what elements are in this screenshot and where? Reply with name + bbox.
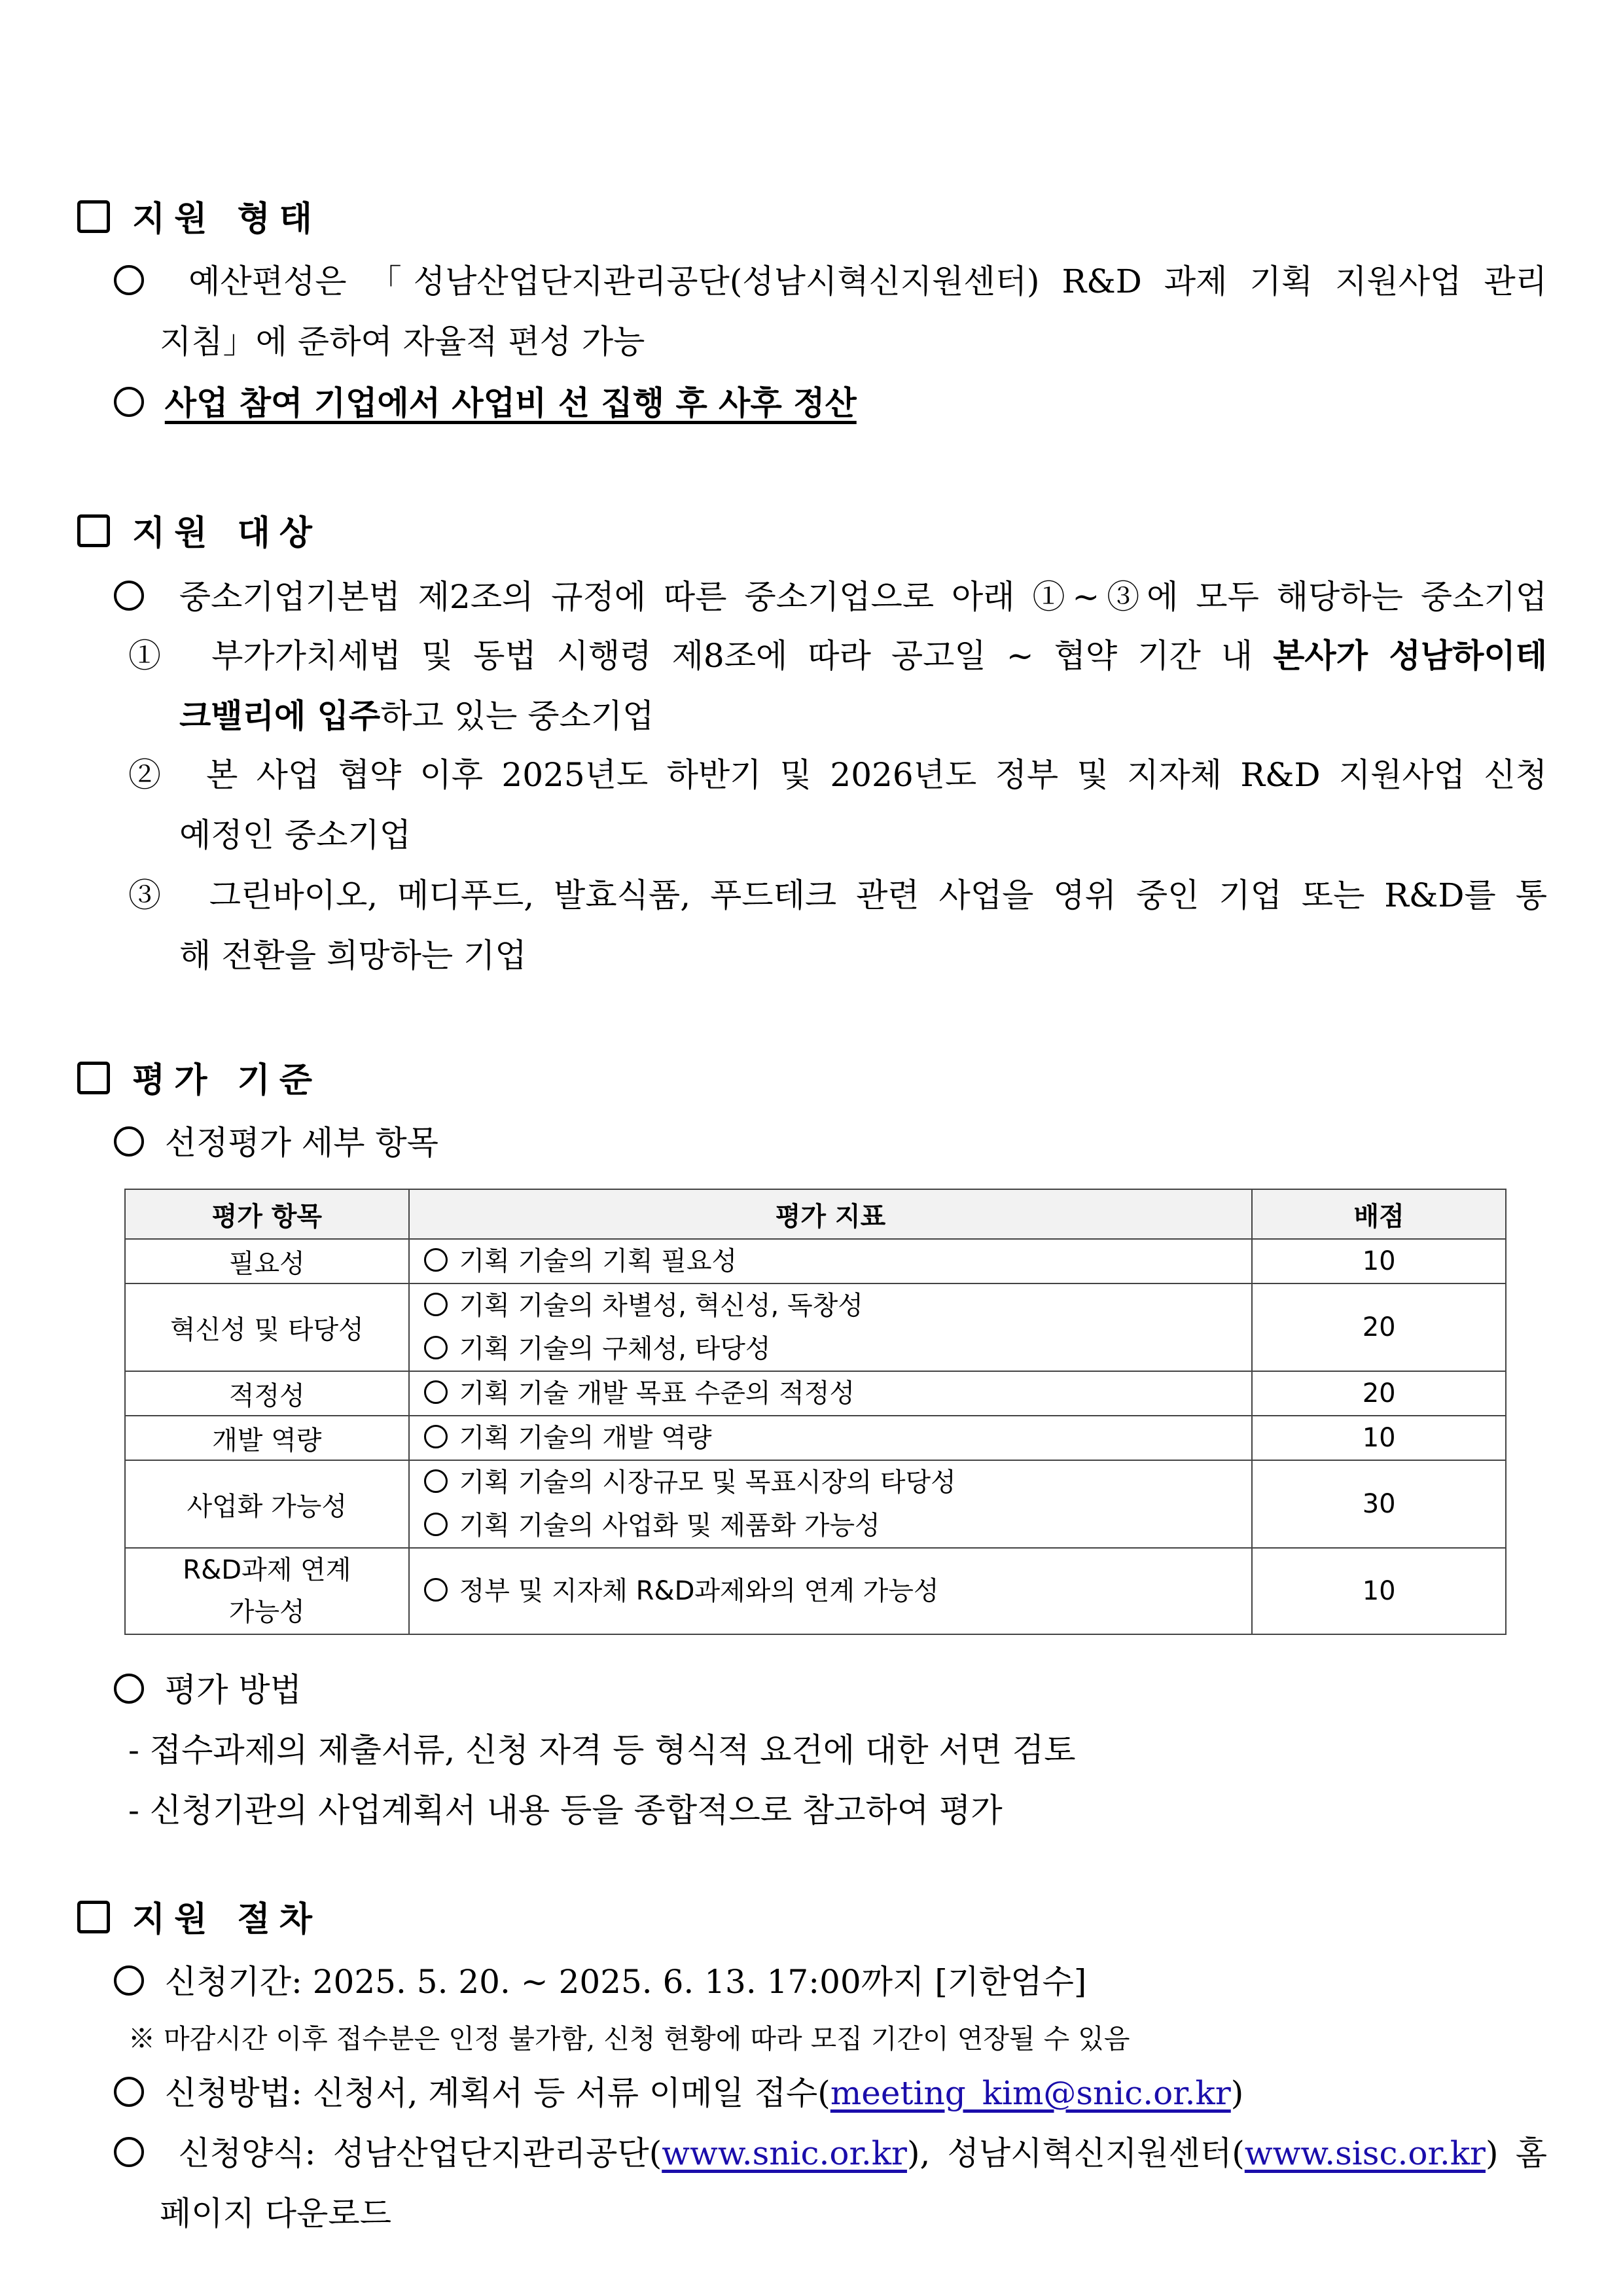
- criterion-text: 하고 있는 중소기업: [380, 697, 654, 735]
- checkbox-square-icon: [77, 1062, 110, 1094]
- score-cell: 10: [1252, 1548, 1506, 1634]
- bullet-text: 평가 방법: [164, 1671, 302, 1709]
- circle-bullet-icon: [114, 2137, 144, 2167]
- column-header: 평가 항목: [125, 1189, 409, 1239]
- bullet-text: ): [1230, 2074, 1244, 2112]
- checkbox-square-icon: [77, 514, 110, 547]
- bullet-text: 신청기간: 2025. 5. 20. ~ 2025. 6. 13. 17:00까지 [기한엄수]: [164, 1963, 1087, 2001]
- bullet-settlement: [114, 377, 857, 424]
- section-title: 지원 대상: [132, 513, 322, 553]
- criterion-2-cont: 예정인 중소기업: [179, 816, 411, 854]
- bullet-budget: [114, 255, 1547, 302]
- criterion-number: ②: [128, 756, 169, 794]
- criterion-text: 그린바이오, 메디푸드, 발효식품, 푸드테크 관련 사업을 영위 중인 기업 또는 R&D를 통: [209, 876, 1547, 914]
- circle-bullet-icon: [114, 265, 144, 295]
- bullet-eval-items: [114, 1117, 438, 1164]
- indicator-cell: [409, 1416, 1253, 1460]
- item-cell: 개발 역량: [125, 1416, 409, 1460]
- checkbox-square-icon: [77, 1901, 110, 1933]
- section-heading-support-type: [77, 191, 1556, 240]
- indicator-cell: [409, 1371, 1253, 1416]
- item-cell: 적정성: [125, 1371, 409, 1416]
- score-cell: 30: [1252, 1460, 1506, 1548]
- circle-bullet-icon: [114, 2077, 144, 2107]
- bullet-apply-form: [114, 2127, 1547, 2174]
- table-header-row: [125, 1189, 1506, 1239]
- snic-website-link[interactable]: www.snic.or.kr: [662, 2134, 907, 2172]
- sisc-website-link[interactable]: www.sisc.or.kr: [1244, 2134, 1486, 2172]
- table-row: [125, 1283, 1506, 1371]
- section-heading-procedure: [77, 1892, 1556, 1941]
- criterion-number: ①: [128, 637, 171, 675]
- bullet-text: 예산편성은 「성남산업단지관리공단(성남시혁신지원센터) R&D 과제 기획 지원사업 관리: [188, 262, 1547, 300]
- section-title: 평가 기준: [132, 1060, 322, 1100]
- evaluation-table: [124, 1189, 1507, 1635]
- bullet-text: 중소기업기본법 제2조의 규정에 따른 중소기업으로 아래 ①~③에 모두 해당하는 중소기업: [179, 578, 1547, 616]
- circle-bullet-icon: [424, 1293, 448, 1316]
- indicator-text: 기획 기술의 사업화 및 제품화 가능성: [459, 1511, 880, 1541]
- bullet-apply-period: [114, 1956, 1086, 2003]
- indicator-cell: [409, 1548, 1253, 1634]
- score-cell: 10: [1252, 1416, 1506, 1460]
- bullet-budget-cont: 지침」에 준하여 자율적 편성 가능: [160, 323, 645, 361]
- column-header: 평가 지표: [409, 1189, 1253, 1239]
- circle-bullet-icon: [424, 1380, 448, 1404]
- item-cell: 사업화 가능성: [125, 1460, 409, 1548]
- circle-bullet-icon: [424, 1513, 448, 1536]
- column-header: 배점: [1252, 1189, 1506, 1239]
- table-row: [125, 1416, 1506, 1460]
- criterion-text: 본 사업 협약 이후 2025년도 하반기 및 2026년도 정부 및 지자체 R&D 지원사업 신청: [206, 756, 1547, 794]
- criterion-3: [128, 869, 1547, 916]
- deadline-note: ※ 마감시간 이후 접수분은 인정 불가함, 신청 현황에 따라 모집 기간이 연장될 수 있음: [128, 2023, 1130, 2054]
- checkbox-square-icon: [77, 200, 110, 233]
- item-cell: 필요성: [125, 1239, 409, 1283]
- criterion-emphasis: 크밸리에 입주: [179, 696, 381, 735]
- item-cell: 혁신성 및 타당성: [125, 1283, 409, 1371]
- circle-bullet-icon: [114, 581, 144, 611]
- criterion-emphasis: 본사가 성남하이테: [1273, 636, 1547, 675]
- score-cell: 10: [1252, 1239, 1506, 1283]
- bullet-text: 신청양식: 성남산업단지관리공단(: [178, 2134, 662, 2172]
- criterion-3-cont: 해 전환을 희망하는 기업: [179, 937, 527, 975]
- circle-bullet-icon: [114, 387, 144, 417]
- section-heading-support-target: [77, 505, 1556, 554]
- bullet-apply-form-cont: 페이지 다운로드: [160, 2195, 391, 2233]
- method-detail-2: - 신청기관의 사업계획서 내용 등을 종합적으로 참고하여 평가: [128, 1791, 1003, 1829]
- criterion-1-cont: [179, 690, 654, 737]
- indicator-text: 기획 기술의 차별성, 혁신성, 독창성: [459, 1291, 863, 1321]
- section-title: 지원 형태: [132, 199, 322, 239]
- circle-bullet-icon: [424, 1248, 448, 1272]
- indicator-text: 기획 기술의 개발 역량: [459, 1423, 712, 1453]
- method-detail-1: - 접수과제의 제출서류, 신청 자격 등 형식적 요건에 대한 서면 검토: [128, 1731, 1076, 1769]
- item-text: R&D과제 연계: [183, 1555, 351, 1585]
- score-cell: 20: [1252, 1371, 1506, 1416]
- indicator-cell: [409, 1239, 1253, 1283]
- indicator-text: 기획 기술 개발 목표 수준의 적정성: [459, 1378, 855, 1408]
- item-text: 가능성: [228, 1597, 305, 1627]
- circle-bullet-icon: [114, 1126, 144, 1157]
- criterion-text: 부가가치세법 및 동법 시행령 제8조에 따라 공고일 ~ 협약 기간 내: [211, 637, 1274, 675]
- table-row: [125, 1371, 1506, 1416]
- indicator-cell: [409, 1460, 1253, 1548]
- circle-bullet-icon: [114, 1965, 144, 1996]
- indicator-cell: [409, 1283, 1253, 1371]
- table-row: [125, 1548, 1506, 1634]
- circle-bullet-icon: [114, 1674, 144, 1704]
- bullet-text: ), 성남시혁신지원센터(: [906, 2134, 1245, 2172]
- criterion-1: [128, 630, 1547, 677]
- indicator-text: 기획 기술의 구체성, 타당성: [459, 1334, 771, 1364]
- bullet-text: ) 홈: [1485, 2134, 1547, 2172]
- score-cell: 20: [1252, 1283, 1506, 1371]
- section-heading-evaluation: [77, 1052, 1556, 1102]
- bullet-sme-definition: [114, 571, 1547, 618]
- indicator-text: 기획 기술의 기획 필요성: [459, 1246, 738, 1276]
- email-link[interactable]: meeting_kim@snic.or.kr: [830, 2074, 1231, 2112]
- indicator-text: 정부 및 지자체 R&D과제와의 연계 가능성: [459, 1576, 939, 1606]
- indicator-text: 기획 기술의 시장규모 및 목표시장의 타당성: [459, 1467, 956, 1498]
- circle-bullet-icon: [424, 1425, 448, 1448]
- bullet-apply-method: [114, 2067, 1243, 2114]
- section-title: 지원 절차: [132, 1899, 322, 1939]
- circle-bullet-icon: [424, 1336, 448, 1359]
- table-row: [125, 1460, 1506, 1548]
- bullet-eval-method: [114, 1664, 302, 1711]
- item-cell: [125, 1548, 409, 1634]
- bullet-text: 신청방법: 신청서, 계획서 등 서류 이메일 접수(: [164, 2074, 830, 2112]
- criterion-number: ③: [128, 876, 170, 914]
- circle-bullet-icon: [424, 1469, 448, 1493]
- criterion-2: [128, 749, 1547, 796]
- bullet-text: 선정평가 세부 항목: [164, 1124, 438, 1162]
- circle-bullet-icon: [424, 1578, 448, 1602]
- bullet-text-emphasis: 사업 참여 기업에서 사업비 선 집행 후 사후 정산: [164, 384, 857, 422]
- table-row: [125, 1239, 1506, 1283]
